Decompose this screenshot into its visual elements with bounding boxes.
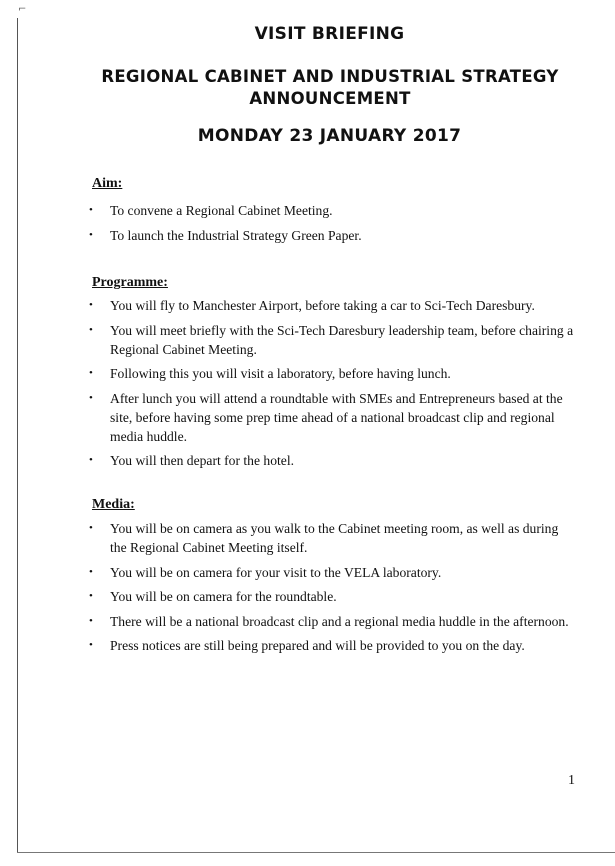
- list-item: • You will be on camera for your visit to the VELA laboratory.: [89, 564, 442, 580]
- media-list: [87, 519, 577, 661]
- list-item: • To launch the Industrial Strategy Green Paper.: [89, 227, 362, 243]
- bullet-icon: •: [89, 614, 93, 627]
- page-subtitle: REGIONAL CABINET AND INDUSTRIAL STRATEGY ANNOUNCEMENT: [101, 67, 559, 108]
- bullet-icon: •: [89, 228, 93, 241]
- bullet-icon: •: [89, 323, 93, 336]
- programme-heading: Programme:: [92, 275, 168, 290]
- scan-corner-mark: ⌐: [18, 4, 27, 15]
- list-item: • After lunch you will attend a roundtable with SMEs and Entrepreneurs based at the site, before having some prep time ahead of a national broadcast clip and regional media huddle.: [89, 390, 563, 444]
- list-item: • You will fly to Manchester Airport, before taking a car to Sci-Tech Daresbury.: [89, 298, 535, 313]
- bullet-icon: •: [89, 391, 93, 404]
- list-item: • You will meet briefly with the Sci-Tech Daresbury leadership team, before chairing a Regional Cabinet Meeting.: [89, 322, 574, 357]
- list-item: • You will be on camera for the roundtable.: [89, 589, 337, 604]
- bullet-icon: •: [89, 299, 93, 311]
- media-heading: Media:: [92, 497, 135, 512]
- programme-list: [87, 296, 577, 476]
- scan-left-edge: [17, 18, 18, 853]
- bullet-icon: •: [89, 367, 93, 379]
- bullet-icon: •: [89, 204, 93, 216]
- list-item: • Following this you will visit a laboratory, before having lunch.: [89, 366, 451, 381]
- list-item: • You will then depart for the hotel.: [89, 453, 294, 468]
- bullet-icon: •: [89, 522, 93, 534]
- aim-list: [87, 201, 577, 250]
- page-date: MONDAY 23 JANUARY 2017: [197, 126, 462, 146]
- bullet-icon: •: [89, 454, 93, 466]
- page-number: 1: [568, 773, 575, 788]
- list-item: • Press notices are still being prepared and will be provided to you on the day.: [89, 638, 525, 653]
- list-item: • To convene a Regional Cabinet Meeting.: [89, 203, 333, 218]
- page-title: VISIT BRIEFING: [254, 24, 405, 44]
- bullet-icon: •: [89, 565, 93, 578]
- bullet-icon: •: [89, 590, 93, 602]
- list-item: • There will be a national broadcast clip and a regional media huddle in the afternoon.: [89, 613, 569, 629]
- list-item: • You will be on camera as you walk to the Cabinet meeting room, as well as during the Regional Cabinet Meeting itself.: [89, 521, 559, 555]
- scan-bottom-edge: [17, 852, 615, 853]
- bullet-icon: •: [89, 639, 93, 651]
- aim-heading: Aim:: [92, 176, 123, 191]
